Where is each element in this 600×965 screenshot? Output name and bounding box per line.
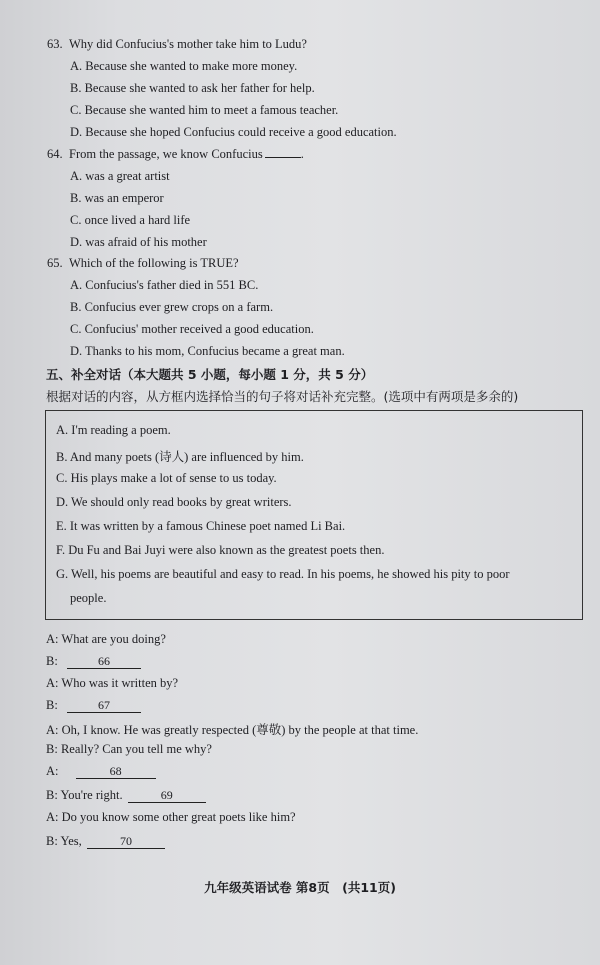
options-box: [45, 410, 583, 620]
option: C. Confucius' mother received a good education.: [70, 322, 314, 336]
dialogue-line: A: 68: [46, 764, 156, 779]
section-title: 五、补全对话（本大题共 5 小题，每小题 1 分，共 5 分）: [46, 367, 374, 382]
question-stem: Which of the following is TRUE?: [69, 256, 239, 270]
dialogue-line: A: What are you doing?: [46, 632, 166, 646]
dialogue-line: B: 66: [46, 654, 141, 669]
section-instruction: 根据对话的内容，从方框内选择恰当的句子将对话补充完整。(选项中有两项是多余的): [46, 389, 519, 404]
box-option-d: D. We should only read books by great writers.: [56, 495, 292, 509]
option: B. Because she wanted to ask her father for help.: [70, 81, 315, 95]
box-option-c: C. His plays make a lot of sense to us today.: [56, 471, 277, 485]
dialogue-line: A: Do you know some other great poets like him?: [46, 810, 296, 824]
option: D. was afraid of his mother: [70, 235, 207, 249]
question-number: 64.: [47, 147, 63, 161]
question-number: 65.: [47, 256, 63, 270]
option: B. Confucius ever grew crops on a farm.: [70, 300, 274, 314]
option: A. Because she wanted to make more money.: [70, 59, 298, 73]
option: A. was a great artist: [70, 169, 170, 183]
question-63: [47, 37, 307, 52]
answer-blank-67: 67: [67, 699, 141, 713]
box-option-a: A. I'm reading a poem.: [56, 423, 171, 437]
question-65: [47, 256, 239, 271]
dialogue-line: B: 67: [46, 698, 141, 713]
answer-blank-70: 70: [87, 835, 165, 849]
answer-blank-69: 69: [128, 789, 206, 803]
dialogue-line: B: Really? Can you tell me why?: [46, 742, 212, 756]
option: B. was an emperor: [70, 191, 164, 205]
option: A. Confucius's father died in 551 BC.: [70, 278, 259, 292]
question-number: 63.: [47, 37, 63, 51]
page-footer: 九年级英语试卷 第8页 (共11页): [204, 880, 396, 895]
option: D. Thanks to his mom, Confucius became a great man.: [70, 344, 345, 358]
box-option-g: G. Well, his poems are beautiful and easy to read. In his poems, he showed his pity to poor: [56, 567, 510, 581]
box-option-b: B. And many poets (诗人) are influenced by him.: [56, 450, 304, 464]
box-option-e: E. It was written by a famous Chinese poet named Li Bai.: [56, 519, 346, 533]
box-option-g-continued: people.: [70, 591, 107, 605]
dialogue-line: A: Oh, I know. He was greatly respected (尊敬) by the people at that time.: [46, 723, 419, 737]
dialogue-line: B: Yes, 70: [46, 834, 165, 849]
box-option-f: F. Du Fu and Bai Juyi were also known as the greatest poets then.: [56, 543, 385, 557]
option: C. Because she wanted him to meet a famous teacher.: [70, 103, 339, 117]
question-stem: From the passage, we know Confucius: [69, 147, 263, 161]
answer-blank: [265, 157, 301, 158]
question-stem: Why did Confucius's mother take him to Ludu?: [69, 37, 307, 51]
answer-blank-68: 68: [76, 765, 156, 779]
dialogue-line: B: You're right. 69: [46, 788, 206, 803]
option: C. once lived a hard life: [70, 213, 191, 227]
dialogue-line: A: Who was it written by?: [46, 676, 179, 690]
option: D. Because she hoped Confucius could receive a good education.: [70, 125, 397, 139]
question-64: 64. From the passage, we know Confucius .: [47, 147, 304, 161]
answer-blank-66: 66: [67, 655, 141, 669]
